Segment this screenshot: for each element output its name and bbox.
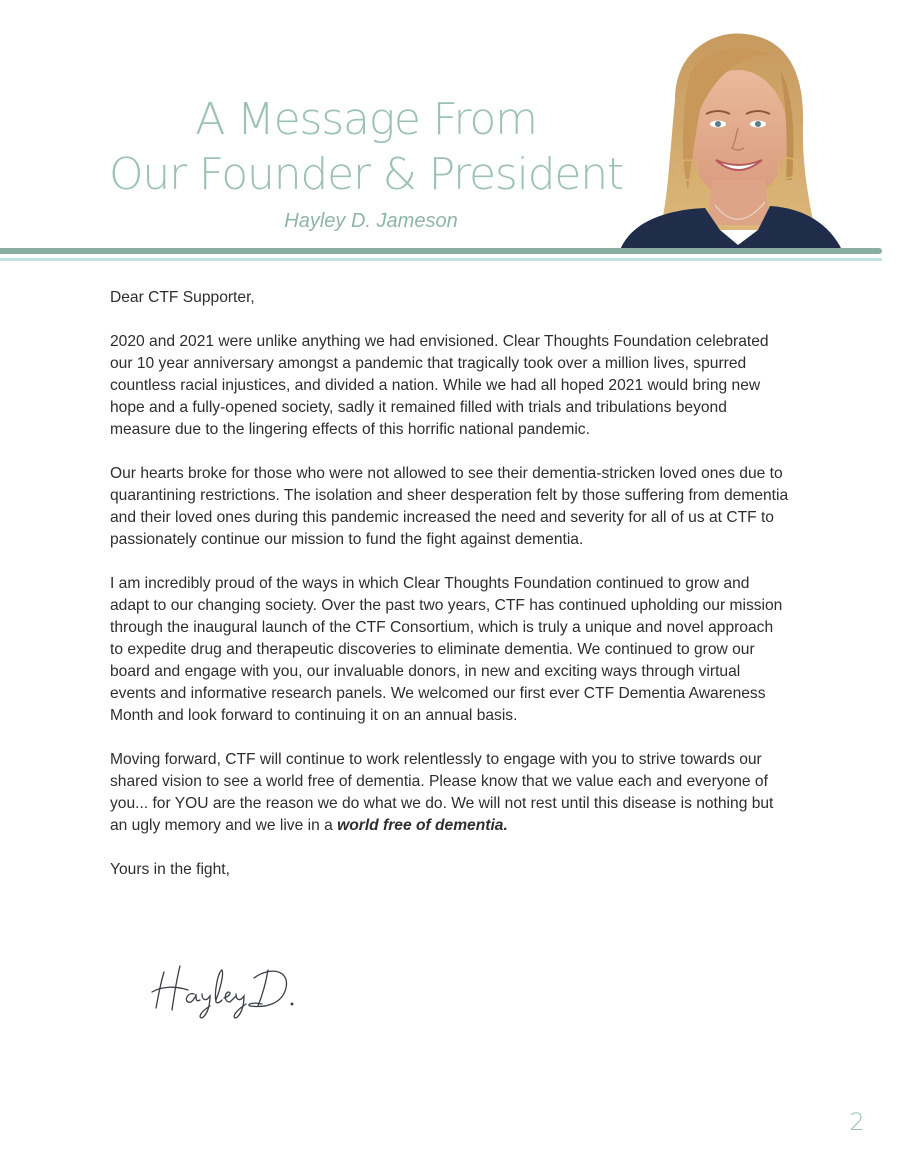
header-divider-thick <box>0 248 882 254</box>
page-number: 2 <box>849 1108 865 1136</box>
title-line-1: A Message From <box>195 94 537 145</box>
paragraph-3: I am incredibly proud of the ways in which Clear Thoughts Foundation continued to grow and adapt to our changing society. Over the past two years, CTF has continued upholding our mission through the inaugural launch of the CTF Consortium, which is truly a unique and novel approach to expedite drug and therapeutic discoveries to eliminate dementia. We continued to grow our board and engage with you, our invaluable donors, in new and exciting ways through virtual events and informative research panels. We welcomed our first ever CTF Dementia Awareness Month and look forward to continuing it on an annual basis. <box>110 575 783 724</box>
paragraph-4-emphasis: world free of dementia. <box>337 817 508 834</box>
paragraph-4 <box>110 749 790 837</box>
letter-body <box>110 287 790 893</box>
paragraph-2: Our hearts broke for those who were not allowed to see their dementia-stricken loved ones due to quarantining restrictions. The isolation and sheer desperation felt by those suffering from dementia and their loved ones during this pandemic increased the need and severity for all of us at CTF to passionately continue our mission to fund the fight against dementia. <box>110 465 789 548</box>
signature <box>150 960 350 1020</box>
salutation: Dear CTF Supporter, <box>110 289 255 306</box>
author-name: Hayley D. Jameson <box>284 210 458 232</box>
closing: Yours in the fight, <box>110 861 230 878</box>
title-line-2: Our Founder & President <box>108 149 624 200</box>
paragraph-1: 2020 and 2021 were unlike anything we had envisioned. Clear Thoughts Foundation celebrated our 10 year anniversary amongst a pandemic that tragically took over a million lives, spurred countless racial injustices, and divided a nation. While we had all hoped 2021 would bring new hope and a fully-opened society, sadly it remained filled with trials and tribulations beyond measure due to the lingering effects of this horrific national pandemic. <box>110 333 769 438</box>
page-header <box>0 0 900 265</box>
paragraph-4-text: Moving forward, CTF will continue to work relentlessly to engage with you to strive towards our shared vision to see a world free of dementia. Please know that we value each and everyone of you... for YOU are the reason we do what we do. We will not rest until this disease is nothing but an ugly memory and we live in a <box>110 751 774 834</box>
founder-photo <box>620 30 842 250</box>
header-divider-thin <box>0 258 882 261</box>
